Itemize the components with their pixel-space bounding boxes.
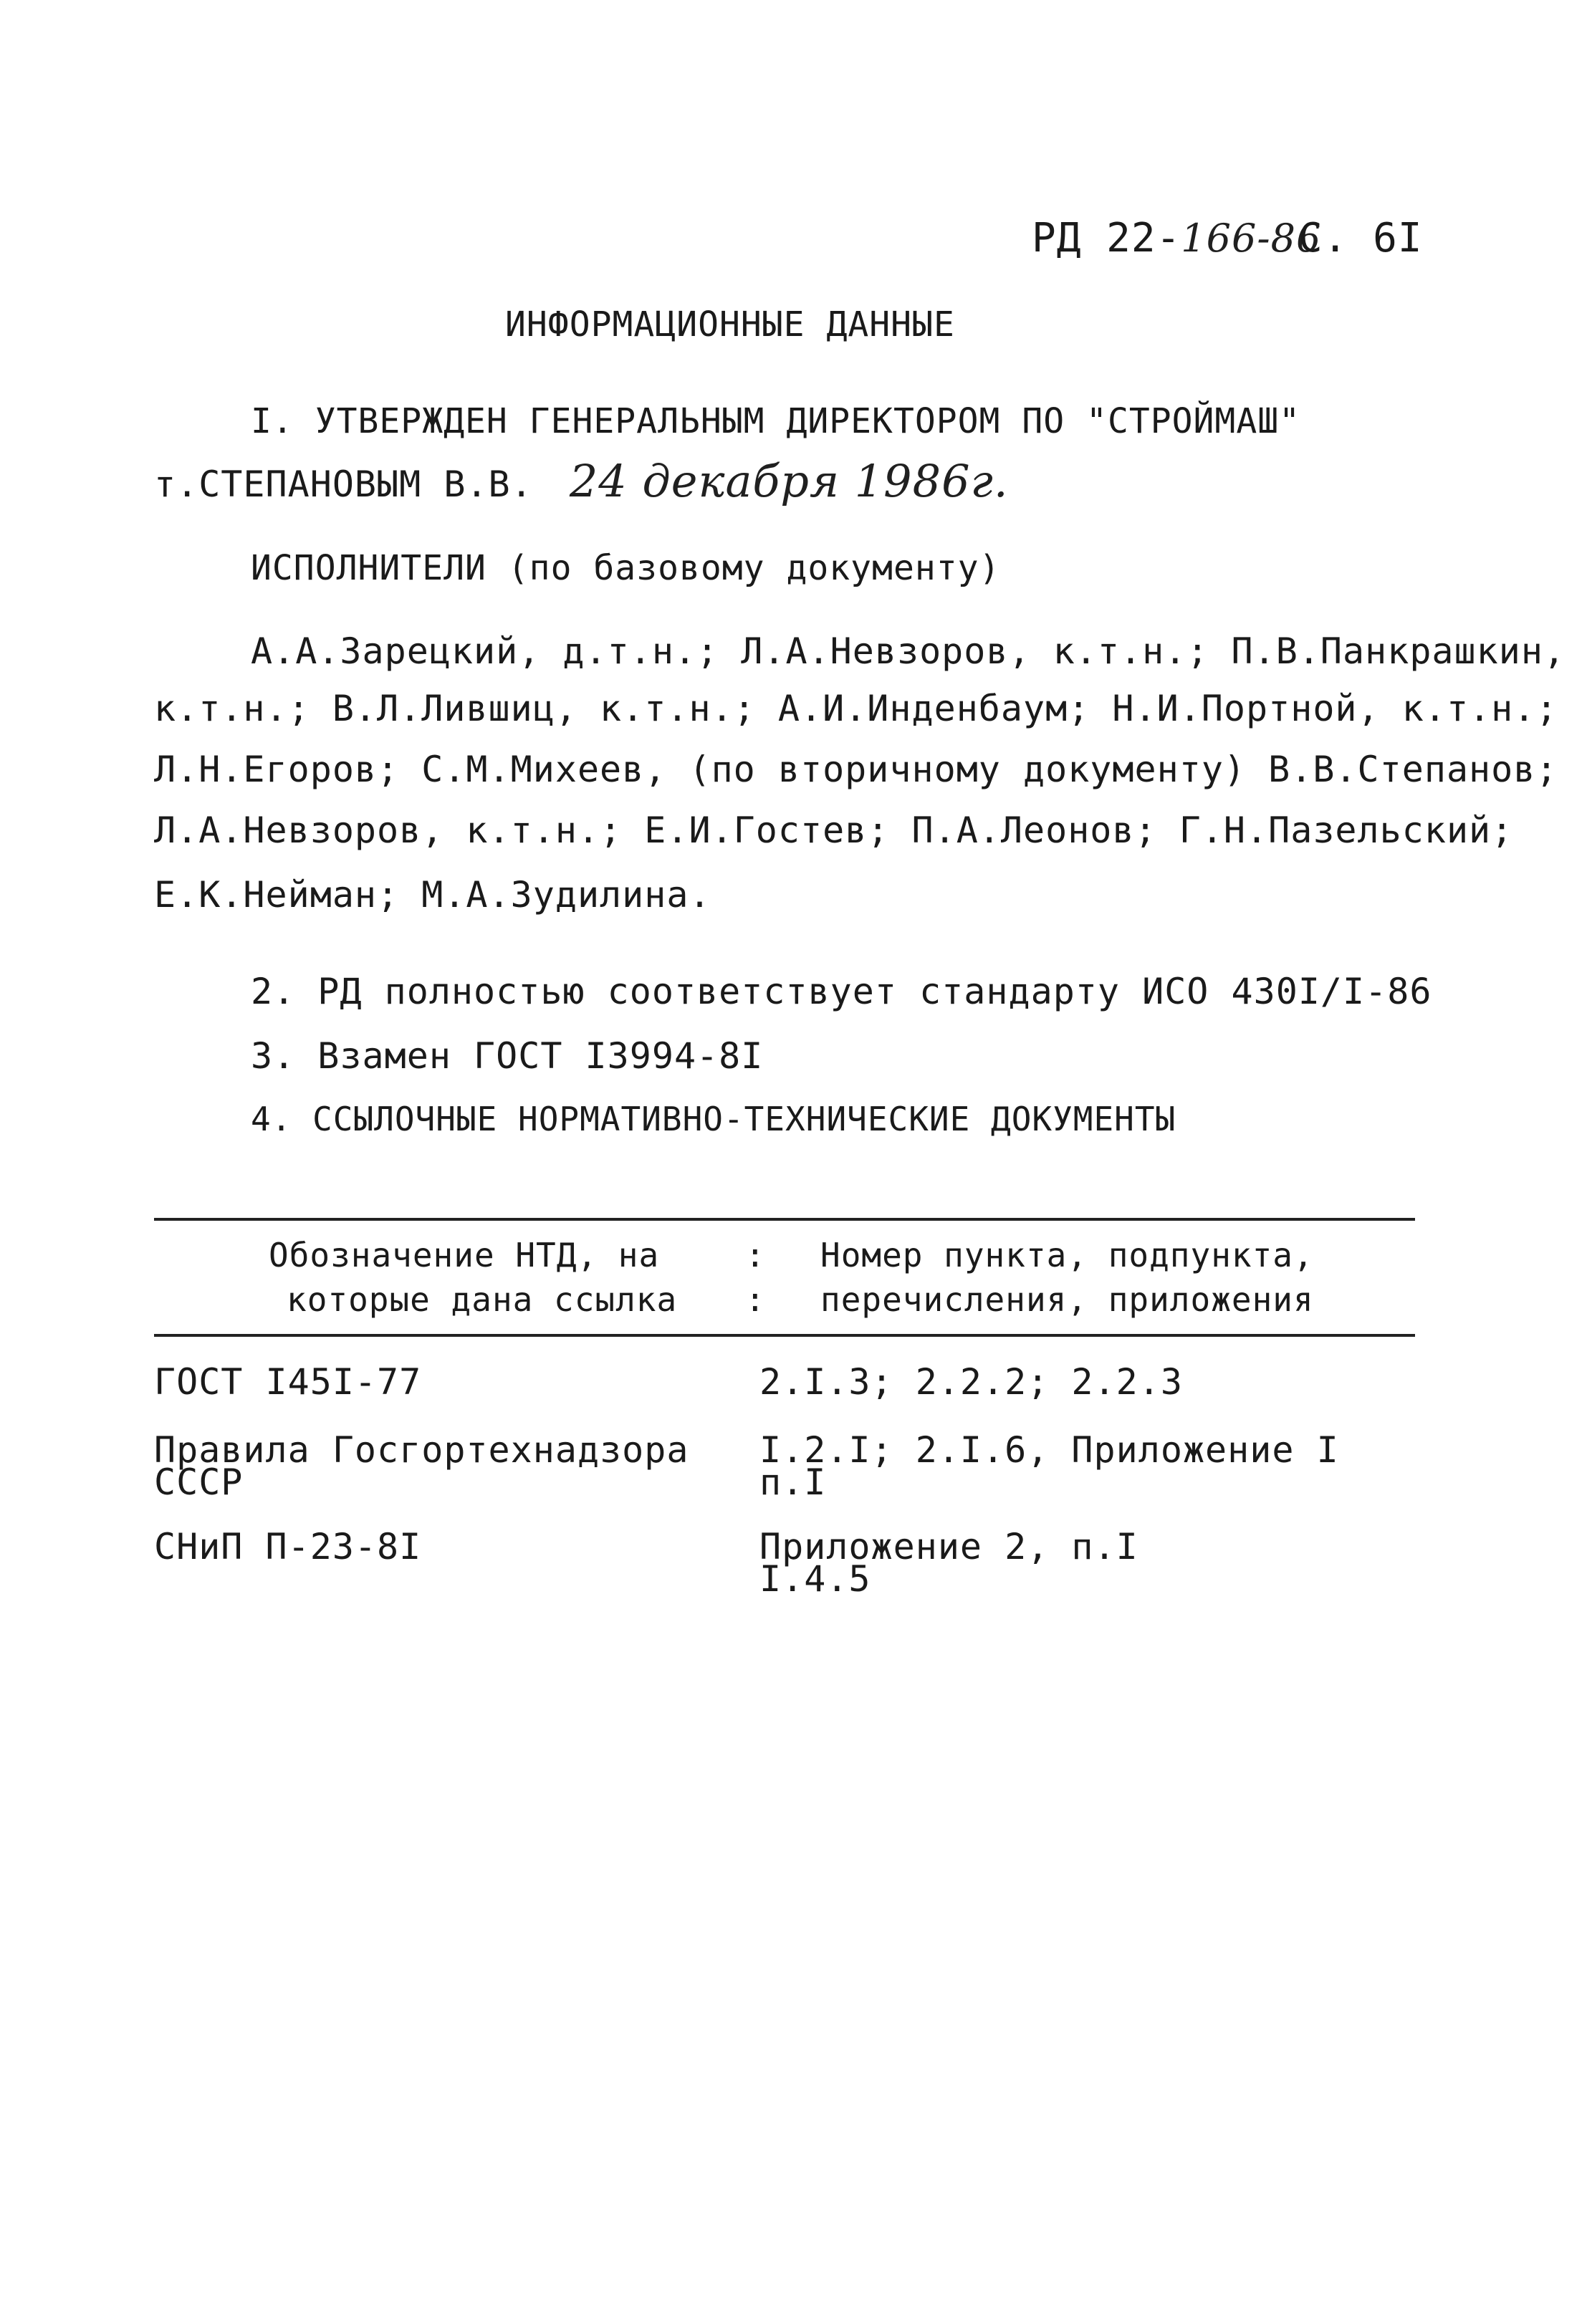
document-number-handwritten: 166-86 xyxy=(1181,216,1322,261)
executors-line: Л.А.Невзоров, к.т.н.; Е.И.Гостев; П.А.Леонов; Г.Н.Пазельский; xyxy=(154,810,1514,851)
table-header-left-2: которые дана ссылка xyxy=(287,1280,678,1319)
approver-name: т.СТЕПАНОВЫМ В.В. xyxy=(154,464,533,505)
table-row-2-left-2: СССР xyxy=(154,1461,244,1503)
executors-line: Е.К.Нейман; М.А.Зудилина. xyxy=(154,874,711,916)
page-number: С. 6I xyxy=(1298,215,1423,261)
executors-line: к.т.н.; В.Л.Лившиц, к.т.н.; А.И.Инденбаум; Н.И.Портной, к.т.н.; xyxy=(154,688,1558,729)
table-header-left-1: Обозначение НТД, на xyxy=(269,1236,660,1274)
document-code-prefix: РД 22- xyxy=(1032,215,1181,261)
table-header-right-1: Номер пункта, подпункта, xyxy=(820,1236,1314,1274)
item-2: 2. РД полностью соответствует стандарту ИСО 430I/I-86 xyxy=(251,971,1432,1012)
table-header-rule xyxy=(154,1334,1415,1337)
table-row-2-left-1: Правила Госгортехнадзора xyxy=(154,1429,689,1471)
page-title: ИНФОРМАЦИОННЫЕ ДАННЫЕ xyxy=(505,304,955,345)
approval-date-handwritten: 24 декабря 1986г. xyxy=(569,455,1009,507)
table-top-rule xyxy=(154,1218,1415,1221)
table-row-1-left: ГОСТ I45I-77 xyxy=(154,1361,422,1403)
table-row-3-right-2: I.4.5 xyxy=(759,1558,871,1600)
item-3: 3. Взамен ГОСТ I3994-8I xyxy=(251,1035,764,1077)
table-header-sep-1: : xyxy=(745,1236,766,1274)
table-header-sep-2: : xyxy=(745,1280,766,1319)
executors-line: Л.Н.Егоров; С.М.Михеев, (по вторичному документу) В.В.Степанов; xyxy=(154,749,1558,790)
table-row-3-left: СНиП П-23-8I xyxy=(154,1526,422,1567)
approval-line-2 xyxy=(154,455,1009,507)
table-row-3-right-1: Приложение 2, п.I xyxy=(759,1526,1138,1567)
executors-heading: ИСПОЛНИТЕЛИ (по базовому документу) xyxy=(251,548,1001,588)
table-header-right-2: перечисления, приложения xyxy=(820,1280,1314,1319)
approval-line-1: I. УТВЕРЖДЕН ГЕНЕРАЛЬНЫМ ДИРЕКТОРОМ ПО "СТРОЙМАШ" xyxy=(251,401,1301,441)
item-4: 4. ССЫЛОЧНЫЕ НОРМАТИВНО-ТЕХНИЧЕСКИЕ ДОКУМЕНТЫ xyxy=(251,1100,1176,1138)
table-row-2-right-2: п.I xyxy=(759,1461,827,1503)
table-row-1-right: 2.I.3; 2.2.2; 2.2.3 xyxy=(759,1361,1183,1403)
table-row-2-right-1: I.2.I; 2.I.6, Приложение I xyxy=(759,1429,1339,1471)
executors-line: А.А.Зарецкий, д.т.н.; Л.А.Невзоров, к.т.н.; П.В.Панкрашкин, xyxy=(251,630,1566,672)
document-code xyxy=(1032,215,1321,261)
